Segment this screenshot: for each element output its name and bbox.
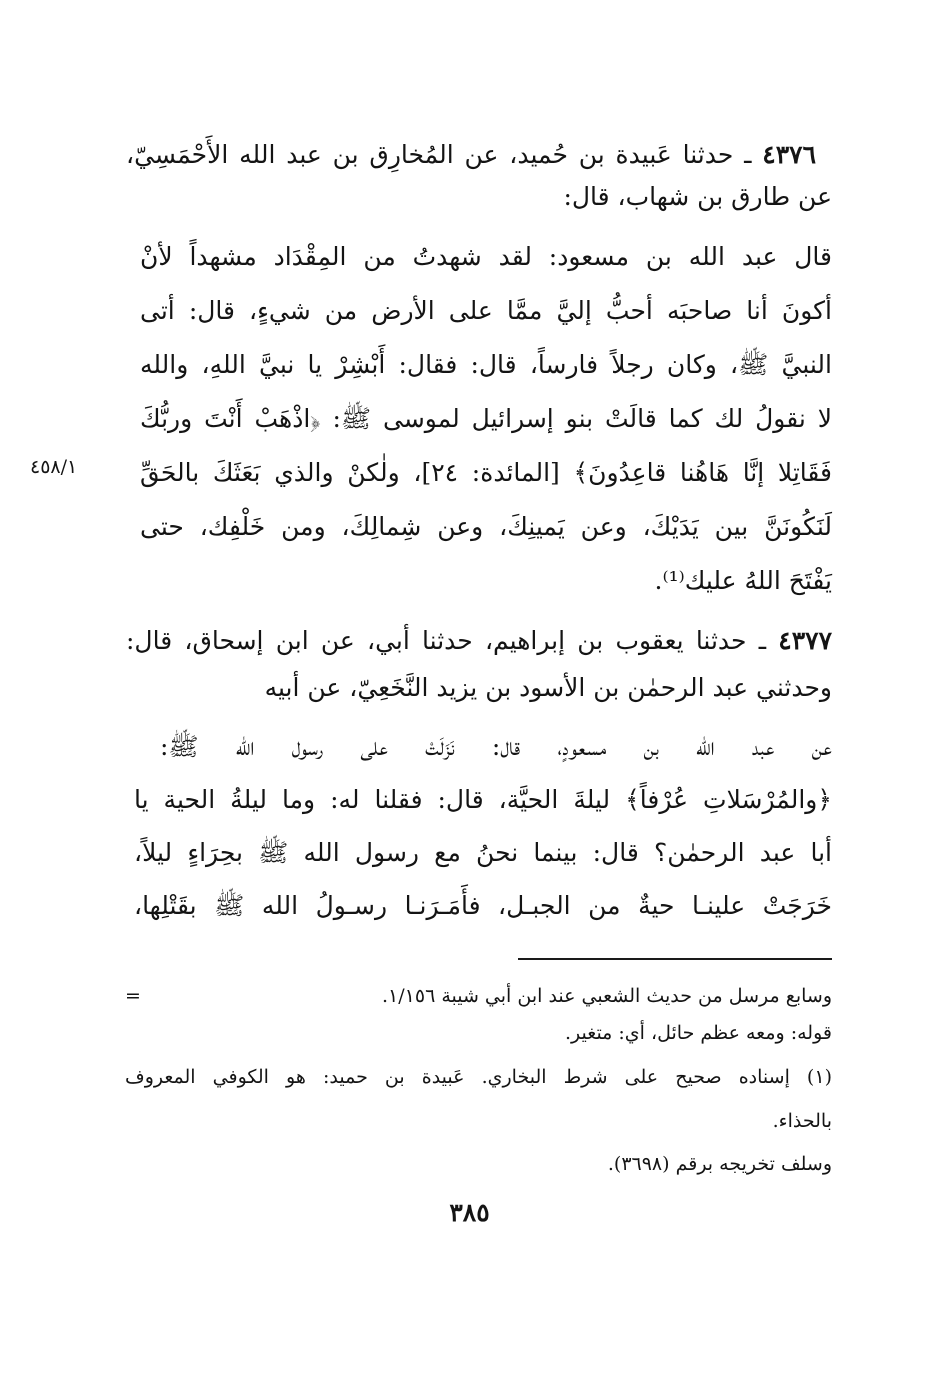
hadith-4376-matn-line-5: فَقَاتِلا إنَّا هَاهُنا قاعِدُونَ﴾ [المائدة: ٢٤]، ولٰكنْ والذي بَعَثَكَ بالحَقِّ [140,458,832,487]
hadith-4377-matn-line-3: أبا عبد الرحمٰن؟ قال: بينما نحنُ مع رسول الله ﷺ بحِرَاءٍ ليلاً، [134,838,832,867]
footnote-line-2: قوله: ومعه عظم حائل، أي: متغير. [565,1022,832,1044]
hadith-4376-isnad-line-2: عن طارق بن شهاب، قال: [563,182,832,211]
footnote-text: وسابع مرسل من حديث الشعبي عند ابن أبي شيبة ١/١٥٦. [382,985,832,1007]
footnote-1-line-3: وسلف تخريجه برقم (٣٦٩٨). [607,1153,832,1175]
footnote-continuation-line [125,982,832,1010]
hadith-number-4376: ٤٣٧٦ [762,140,816,169]
hadith-4376-matn-line-3: النبيَّ ﷺ، وكان رجلاً فارساً، قال: فقال: أَبْشِرْ يا نبيَّ اللهِ، والله [140,350,832,379]
hadith-4376-matn-line-6: لَنَكُونَنَّ بين يَدَيْكَ، وعن يَمينِكَ، وعن شِمالِكَ، ومن خَلْفِك، حتى [140,512,832,541]
margin-volume-page-reference: ٤٥٨/١ [30,456,78,478]
hadith-4377-isnad-line-1 [126,624,832,658]
hadith-4377-isnad-line-2: وحدثني عبد الرحمٰن بن الأسود بن يزيد النَّخَعِيّ، عن أبيه [264,673,832,702]
hadith-4376-isnad-line-1 [126,138,816,172]
footnote-1-line-2: بالحذاء. [772,1110,832,1132]
hadith-4377-matn-line-4: خَرَجَتْ علينـا حيةٌ من الجبـل، فأَمَـرَنـا رسـولُ الله ﷺ بقَتْلِها، [134,891,832,920]
hadith-number-4377: ٤٣٧٧ [778,626,832,655]
hadith-4376-matn-line-1: قال عبد الله بن مسعود: لقد شهدتُ من المِقْدَاد مشهداً لأنْ [140,242,832,271]
continuation-marker: = [125,985,141,1007]
page-number: ٣٨٥ [449,1198,490,1227]
isnad-text: ـ حدثنا عَبيدة بن حُميد، عن المُخارِق بن عبد الله الأَحْمَسِيّ، [126,140,763,169]
hadith-4376-matn-line-4: لا نقولُ لك كما قالَتْ بنو إسرائيل لموسى ﷺ: ﴿اذْهَبْ أَنْتَ وربُّكَ [140,404,832,433]
footnote-1-line-1: (١) إسناده صحيح على شرط البخاري. عَبيدة بن حميد: هو الكوفي المعروف [125,1066,832,1088]
hadith-4376-matn-line-2: أكونَ أنا صاحبَه أحبُّ إليَّ ممَّا على الأرض من شيءٍ، قال: أتى [140,296,832,325]
hadith-4377-matn-line-2: ﴿والمُرْسَلاتِ عُرْفاً﴾ ليلةَ الحيَّة، قال: فقلنا له: وما ليلةُ الحية يا [134,785,832,814]
hadith-4377-matn-line-1: عن عبد الله بن مسعودٍ، قال: نَزَلَتْ على رسول الله ﷺ: [160,732,832,761]
isnad-text: ـ حدثنا يعقوب بن إبراهيم، حدثنا أبي، عن ابن إسحاق، قال: [126,626,779,655]
footnote-separator [518,958,832,960]
hadith-4376-matn-line-7: يَفْتَحَ اللهُ عليك⁽¹⁾. [654,566,832,595]
